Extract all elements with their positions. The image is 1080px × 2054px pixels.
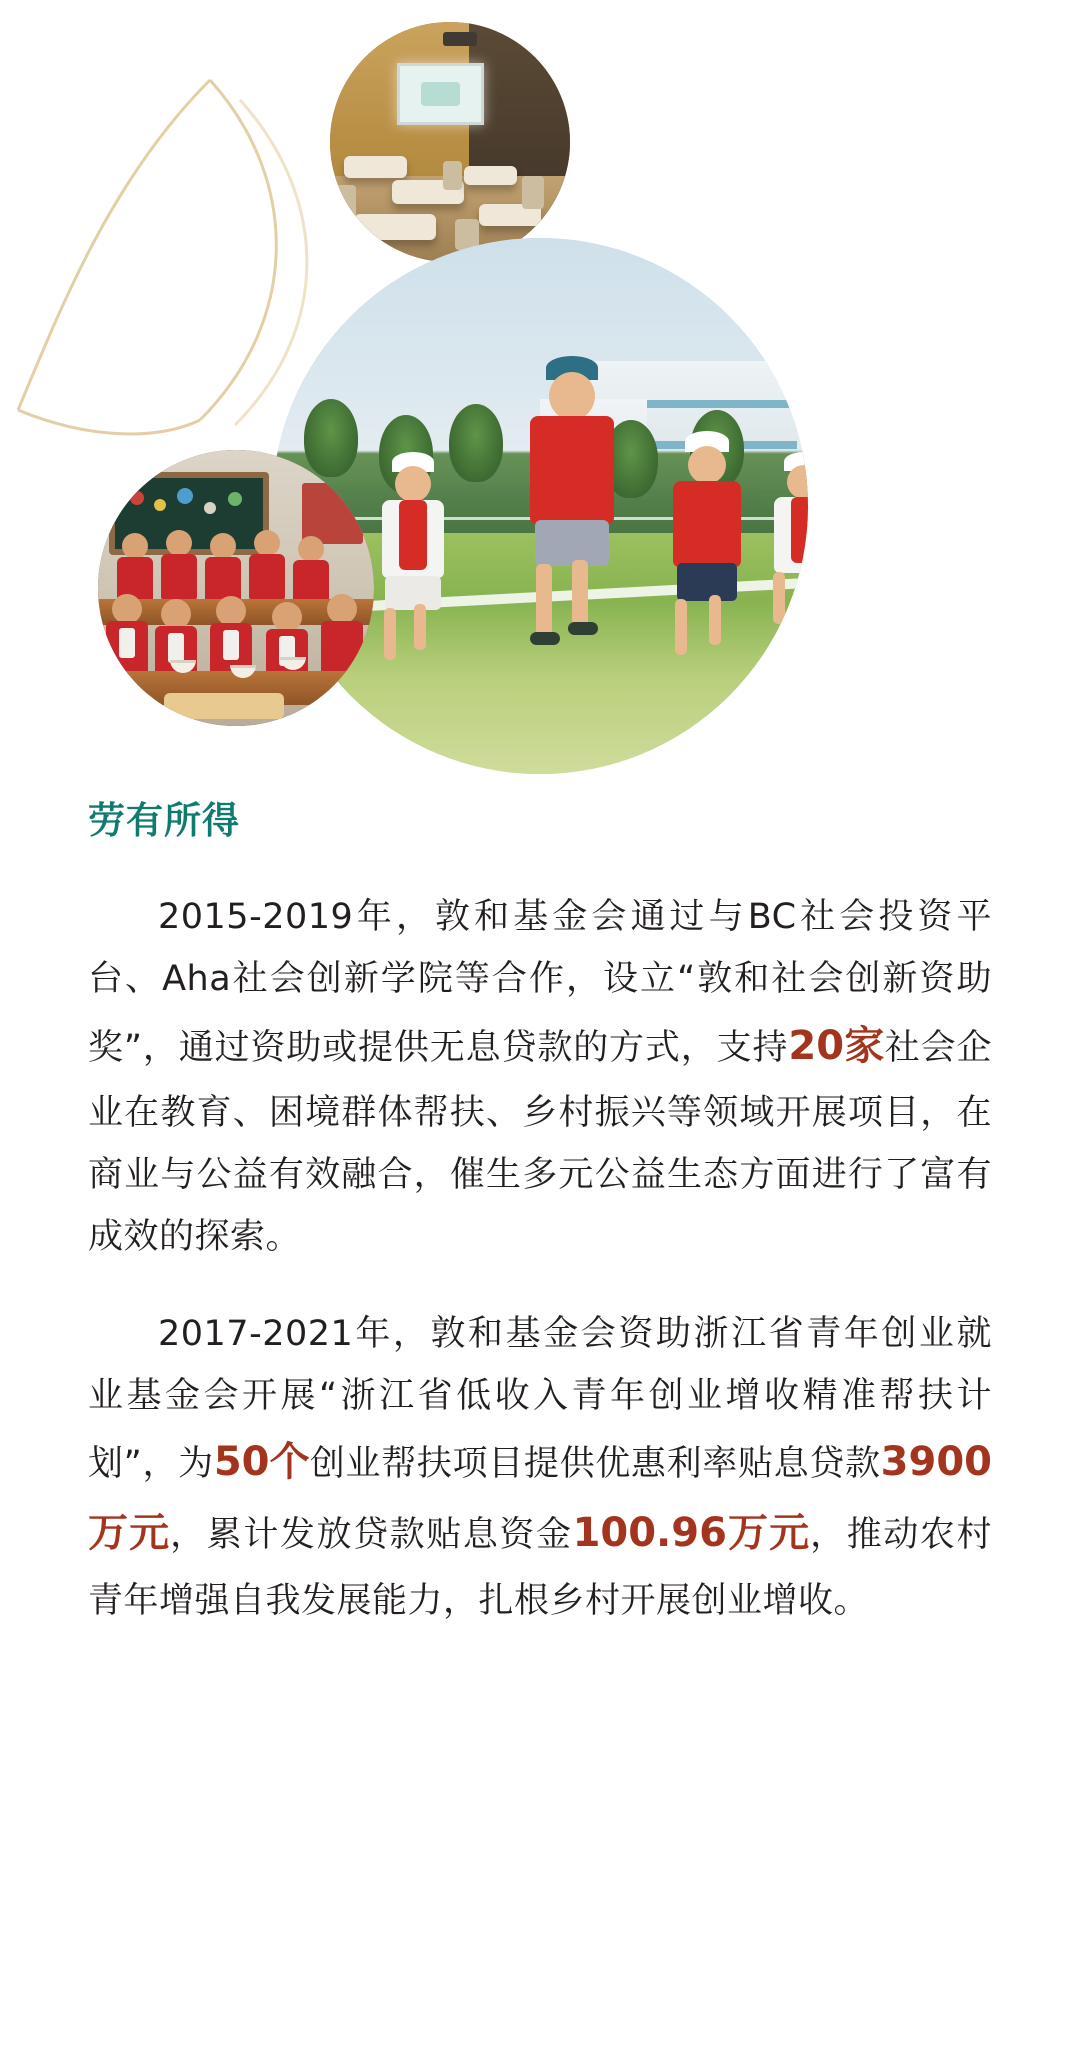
article-content	[0, 790, 1080, 1666]
paragraph-text: ，累计发放贷款贴息资金	[170, 1515, 573, 1556]
student-figure	[502, 356, 642, 656]
paragraph-text: 创业帮扶项目提供优惠利率贴息贷款	[309, 1444, 881, 1485]
highlighted-figure: 20家	[788, 1022, 885, 1069]
body-paragraph	[88, 886, 992, 1269]
highlighted-figure: 50个	[213, 1439, 310, 1486]
paragraph-text: 社会企业在教育、困境群体帮扶、乡村振兴等领域开展项目，在商业与公益有效融合，催生多元公益生态方面进行了富有成效的探索。	[88, 1027, 992, 1258]
paragraph-text: ，推动农村青年增强自我发展能力，扎根乡村开展创业增收。	[88, 1515, 992, 1621]
student-figure	[358, 452, 468, 662]
paragraph-list	[88, 886, 992, 1632]
body-paragraph	[88, 1303, 992, 1632]
classroom-photo	[330, 22, 570, 262]
page-title: 劳有所得	[88, 799, 240, 842]
hero-image-collage	[0, 0, 1080, 790]
canteen-photo	[98, 450, 374, 726]
highlighted-figure: 3900万元	[88, 1439, 992, 1557]
paragraph-text: 2017-2021年，敦和基金会资助浙江省青年创业就业基金会开展“浙江省低收入青年创业增收精准帮扶计划”，为	[88, 1313, 992, 1485]
paragraph-text: 2015-2019年，敦和基金会通过与BC社会投资平台、Aha社会创新学院等合作，设立“敦和社会创新资助奖”，通过资助或提供无息贷款的方式，支持	[88, 897, 992, 1068]
student-figure	[749, 452, 808, 662]
highlighted-figure: 100.96万元	[572, 1510, 811, 1557]
